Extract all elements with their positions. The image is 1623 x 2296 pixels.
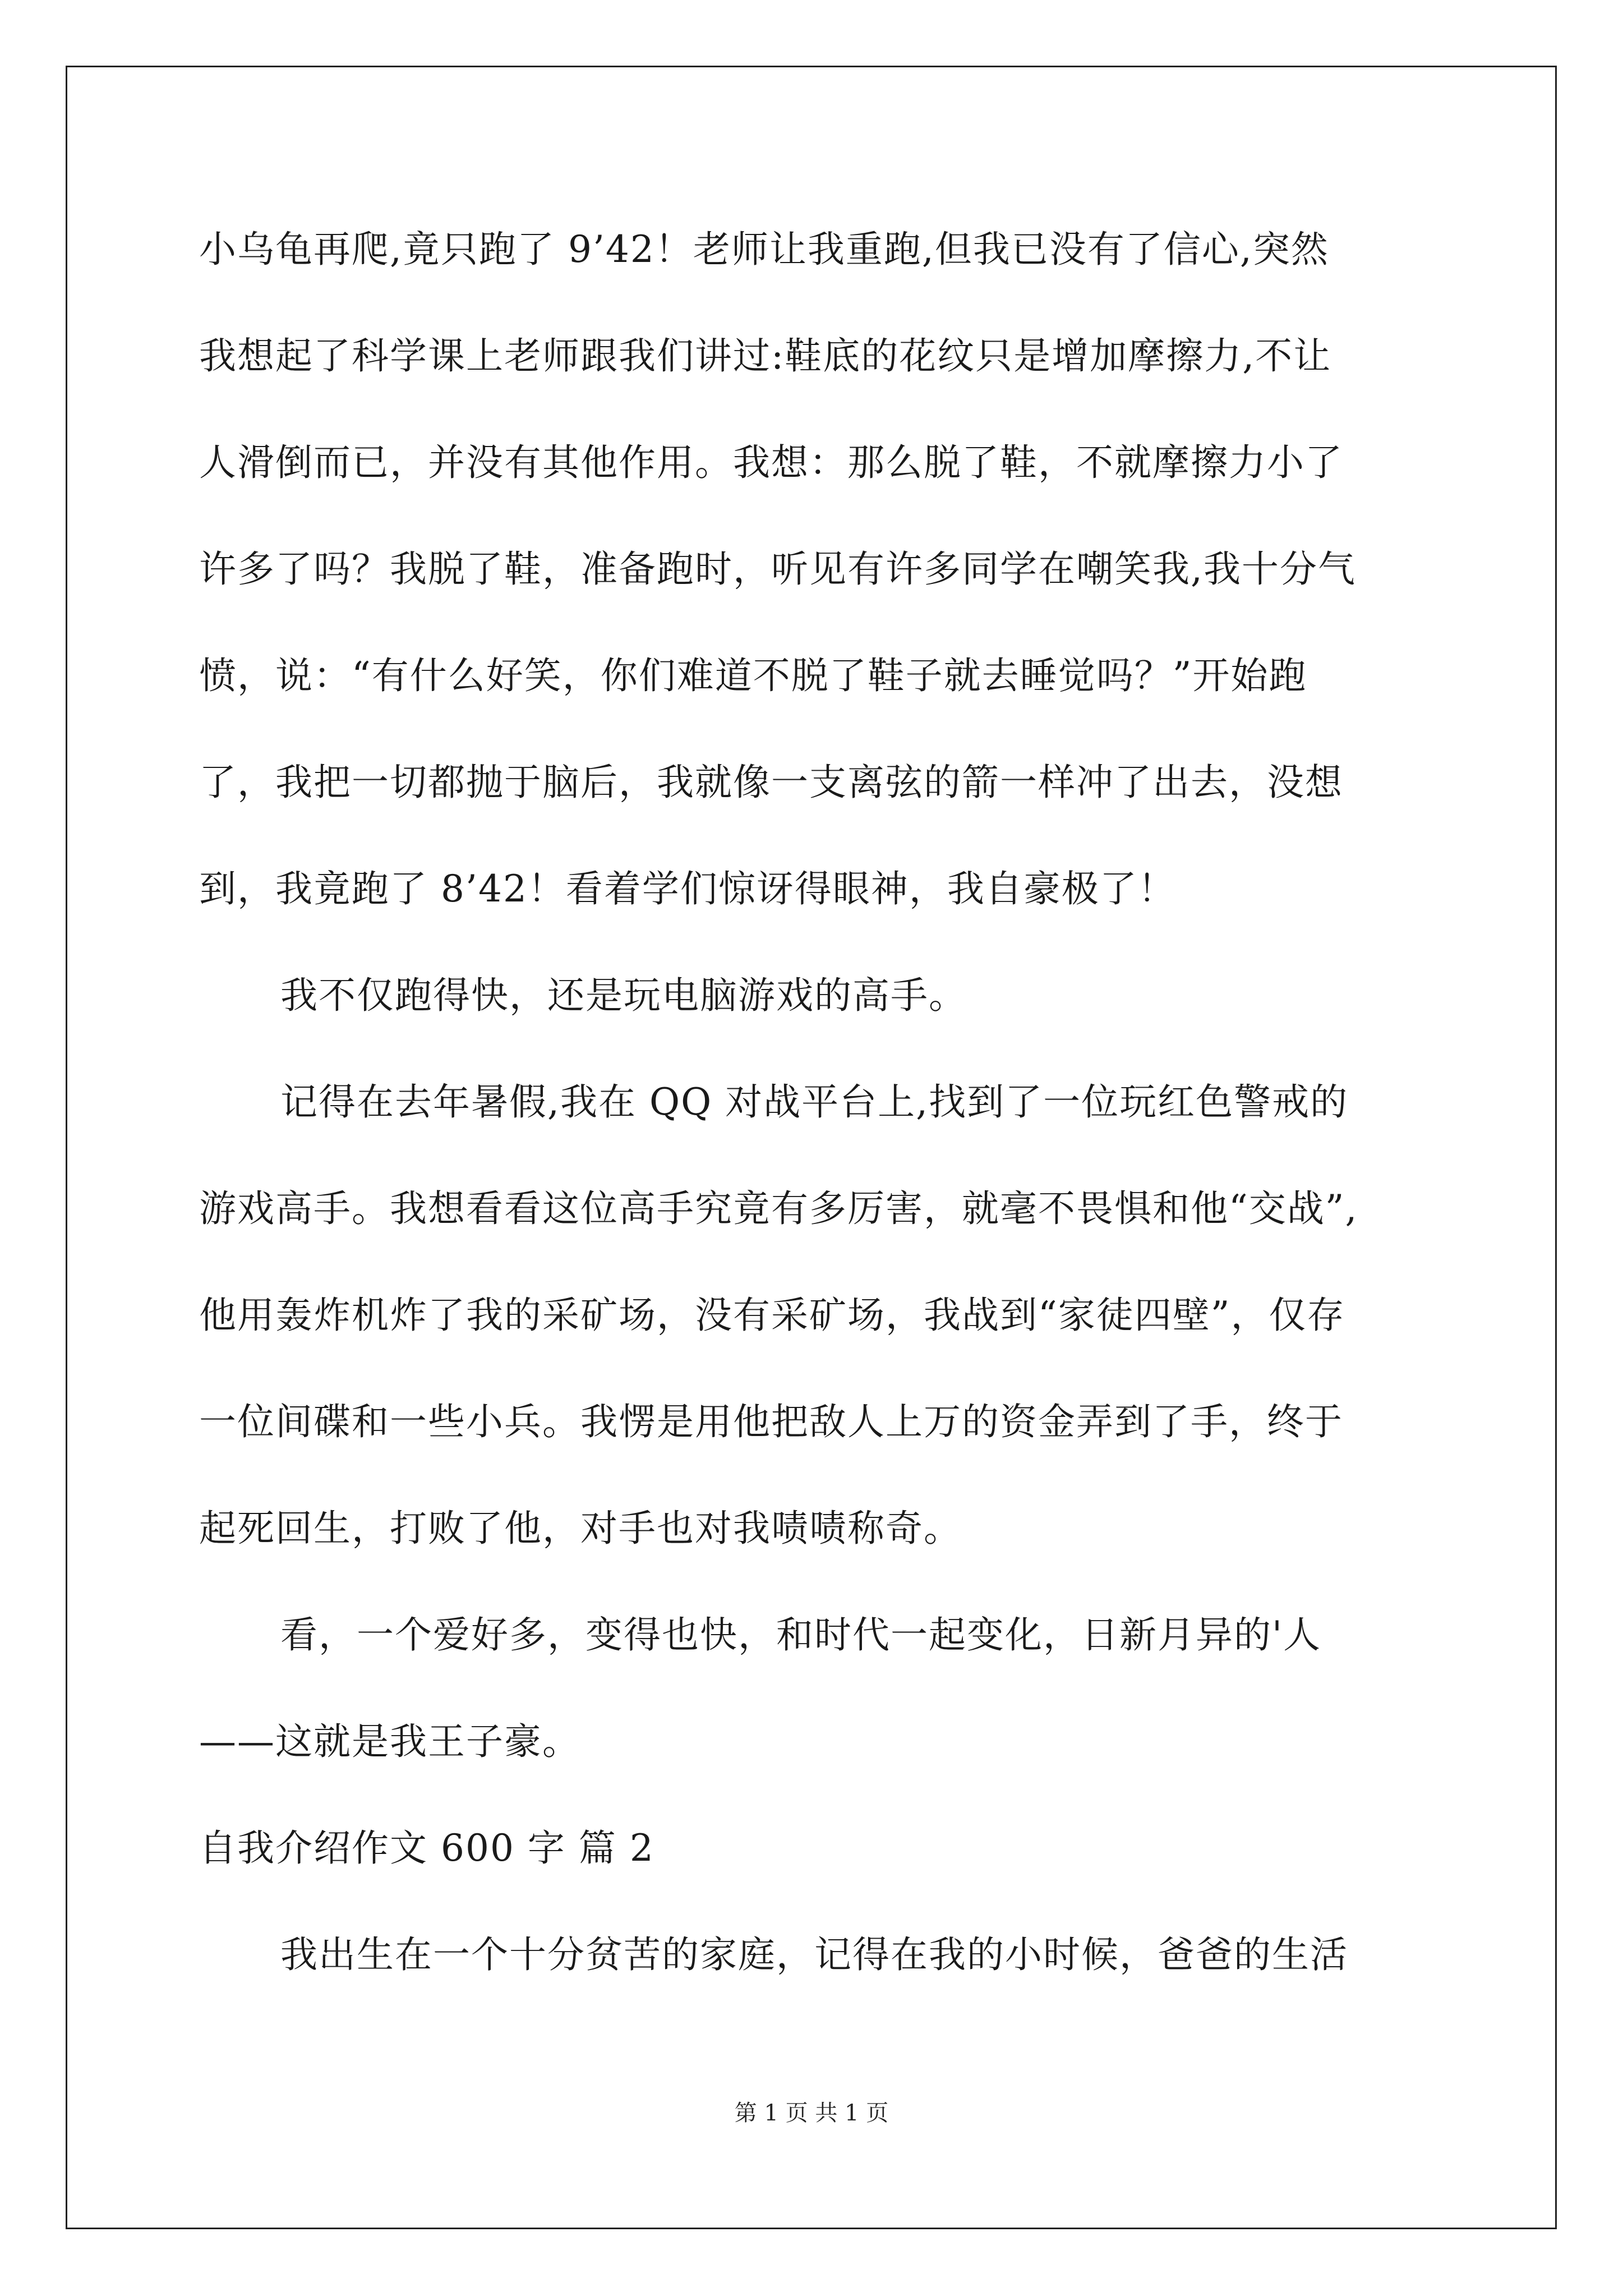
text-line: 人滑倒而已，并没有其他作用。我想：那么脱了鞋，不就摩擦力小了 [199,441,1343,484]
text-line: 小乌龟再爬,竟只跑了 9’42！老师让我重跑,但我已没有了信心,突然 [199,228,1329,271]
text-line: 游戏高手。我想看看这位高手究竟有多厉害，就毫不畏惧和他“交战”, [199,1187,1358,1230]
text-line: 我想起了科学课上老师跟我们讲过:鞋底的花纹只是增加摩擦力,不让 [199,334,1332,378]
paragraph-start-line: 看，一个爱好多，变得也快，和时代一起变化，日新月异的'人 [280,1613,1322,1657]
section-heading: 自我介绍作文 600 字 篇 2 [199,1826,654,1870]
paragraph-start-line: 记得在去年暑假,我在 QQ 对战平台上,找到了一位玩红色警戒的 [280,1080,1349,1124]
text-line: 到，我竟跑了 8’42！看着学们惊讶得眼神，我自豪极了！ [199,867,1176,910]
paragraph-start-line: 我不仅跑得快，还是玩电脑游戏的高手。 [280,974,967,1017]
text-line: 愤，说：“有什么好笑，你们难道不脱了鞋子就去睡觉吗？”开始跑 [199,654,1307,697]
text-line: 许多了吗？我脱了鞋，准备跑时，听见有许多同学在嘲笑我,我十分气 [199,547,1356,591]
page-border [66,66,1557,2229]
text-line: 一位间碟和一些小兵。我愣是用他把敌人上万的资金弄到了手，终于 [199,1400,1343,1443]
page-footer: 第 1 页 共 1 页 [734,2100,889,2126]
text-line: 他用轰炸机炸了我的采矿场，没有采矿场，我战到“家徒四壁”，仅存 [199,1294,1345,1337]
paragraph-start-line: 我出生在一个十分贫苦的家庭，记得在我的小时候，爸爸的生活 [280,1933,1348,1976]
text-line: 了，我把一切都抛于脑后，我就像一支离弦的箭一样冲了出去，没想 [199,761,1343,804]
text-line: 起死回生，打败了他，对手也对我啧啧称奇。 [199,1507,962,1550]
text-line: ——这就是我王子豪。 [199,1720,580,1763]
